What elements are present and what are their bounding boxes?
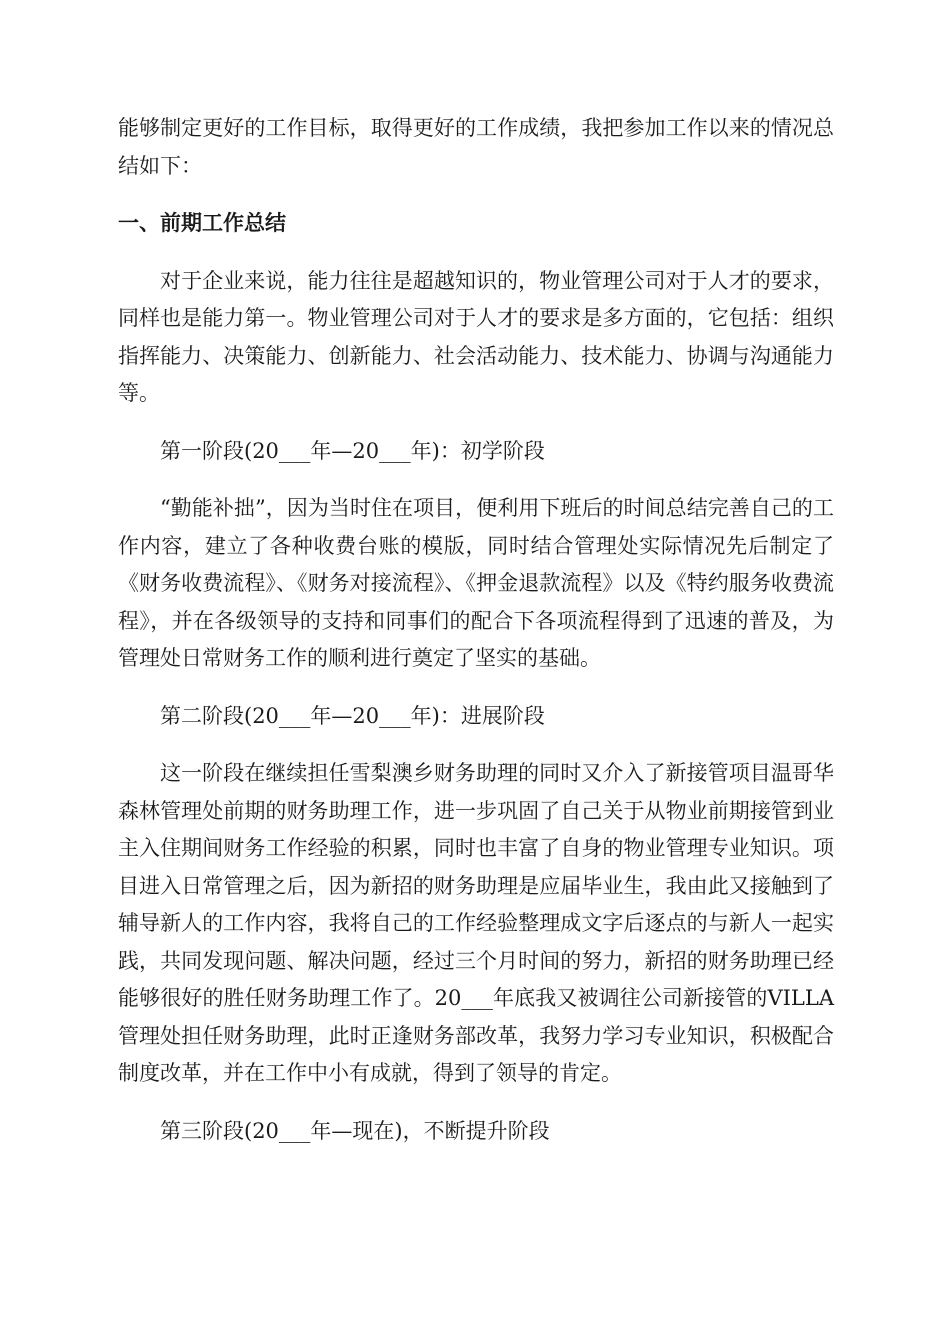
ability-paragraph: 对于企业来说，能力往往是超越知识的，物业管理公司对于人才的要求，同样也是能力第一。物业管理公司对于人才的要求是多方面的，它包括：组织指挥能力、决策能力、创新能力、社会活动能力、技术能力、协调与沟通能力等。 <box>118 268 834 405</box>
intro-paragraph: 能够制定更好的工作目标，取得更好的工作成绩，我把参加工作以来的情况总结如下： <box>118 116 834 178</box>
document-page <box>118 110 834 1150</box>
stage1-paragraph: “勤能补拙”，因为当时住在项目，便利用下班后的时间总结完善自己的工作内容，建立了各种收费台账的模版，同时结合管理处实际情况先后制定了《财务收费流程》、《财务对接流程》、《押金退款流程》以及《特约服务收费流程》，并在各级领导的支持和同事们的配合下各项流程得到了迅速的普及，为管理处日常财务工作的顺利进行奠定了坚实的基础。 <box>118 496 834 670</box>
section-heading: 一、前期工作总结 <box>118 211 286 235</box>
stage2-title: 第二阶段(20___年—20___年)：进展阶段 <box>160 703 545 728</box>
stage1-title: 第一阶段(20___年—20___年)：初学阶段 <box>160 438 545 463</box>
stage3-title: 第三阶段(20___年—现在)，不断提升阶段 <box>160 1118 550 1143</box>
stage2-paragraph: 这一阶段在继续担任雪梨澳乡财务助理的同时又介入了新接管项目温哥华森林管理处前期的财务助理工作，进一步巩固了自己关于从物业前期接管到业主入住期间财务工作经验的积累，同时也丰富了自身的物业管理专业知识。项目进入日常管理之后，因为新招的财务助理是应届毕业生，我由此又接触到了辅导新人的工作内容，我将自己的工作经验整理成文字后逐点的与新人一起实践，共同发现问题、解决问题，经过三个月时间的努力，新招的财务助理已经能够很好的胜任财务助理工作了。20___年底我又被调往公司新接管的VILLA管理处担任财务助理，此时正逢财务部改革，我努力学习专业知识，积极配合制度改革，并在工作中小有成就，得到了领导的肯定。 <box>118 761 834 1085</box>
